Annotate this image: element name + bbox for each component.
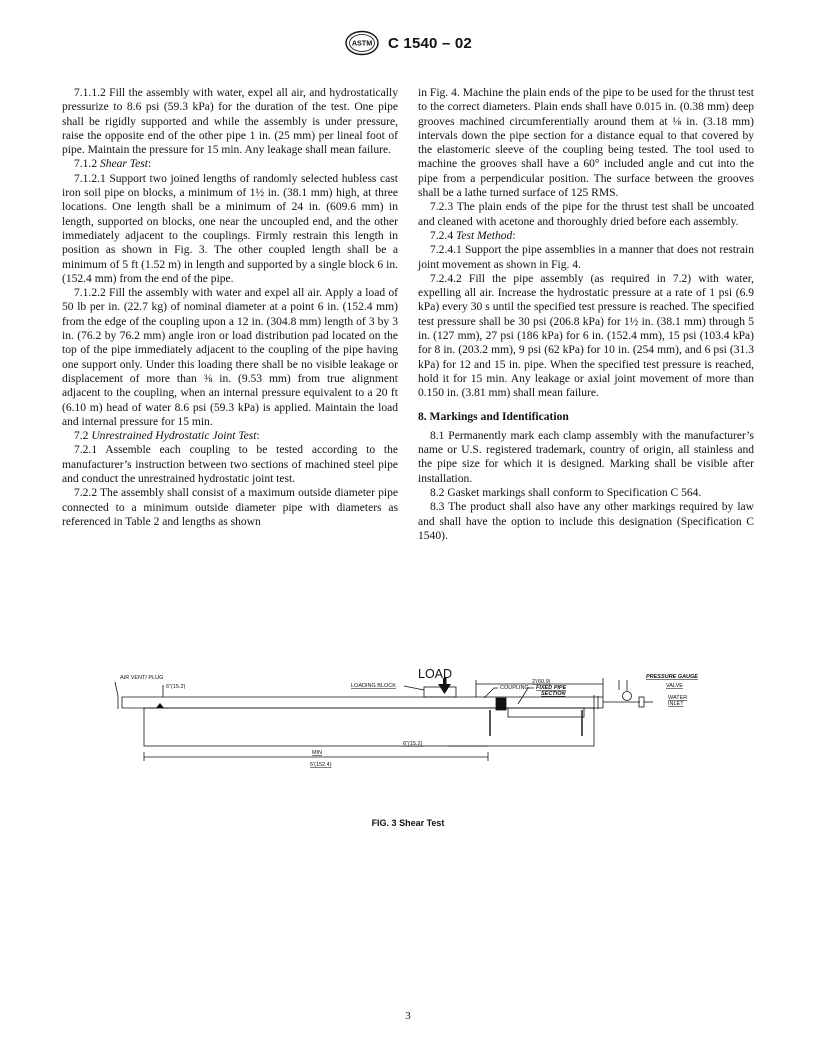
two-ft-label: 2'(60.9) <box>532 679 551 685</box>
load-label: LOAD <box>418 667 453 681</box>
loading-block <box>424 687 456 697</box>
right-text-column <box>418 86 754 543</box>
left-text-column <box>62 86 398 529</box>
water-inlet-label-2: INLET <box>668 701 684 707</box>
paragraph: in Fig. 4. Machine the plain ends of the pipe to be used for the thrust test to the correct diameters. Plain ends shall have 0.015 in. (0.38 mm) deep grooves machined circumferentially around them at ⅛ in. (3.18 mm) intervals down the pipe section for a distance equal to that covered by the elastomeric sleeve of the coupling being tested. The tool used to machine the grooves shall have a 60° included angle and cut into the pipe from a perpendicular position. The surface between the grooves shall be a lathe turned surface of 125 RMS. <box>418 87 754 200</box>
left-support-wedge <box>156 703 164 708</box>
fixed-pipe-section <box>508 708 584 717</box>
astm-logo <box>344 30 380 56</box>
pressure-gauge <box>623 692 632 701</box>
paragraph <box>62 429 398 443</box>
pressure-gauge-label: PRESSURE GAUGE <box>646 674 698 680</box>
clause-title: Shear Test <box>99 158 148 171</box>
five-ft-label: 5'(152.4) <box>310 762 332 768</box>
paragraph: 7.1.2.1 Support two joined lengths of randomly selected hubless cast iron soil pipe on blocks, a minimum of 1½ in. (38.1 mm) high, at three locations. One length shall be a minimum of 24 in. (609.6 mm) in length, supported on blocks, one near the uncoupled end, and the other immediately adjacent to the couplings. Firmly restrain this length in position as shown in Fig. 3. The other coupled length shall be a minimum of 5 ft (1.52 m) in length and supported by a single block 6 in. (152.4 mm) from the end of the pipe. <box>62 172 398 285</box>
figure-caption: FIG. 3 Shear Test <box>371 818 445 828</box>
clause-number: 7.2 <box>74 430 89 443</box>
paragraph: 8.1 Permanently mark each clamp assembly with the manufacturer’s name or U.S. registered trademark, country of origin, all stainless and the pipe size for which it is designed. Marking shall be visible after installation. <box>418 429 754 485</box>
clause-title: Test Method <box>455 229 513 242</box>
astm-logo-text: ASTM <box>351 38 373 48</box>
paragraph: 7.1.1.2 Fill the assembly with water, expel all air, and hydrostatically pressurize to 8.6 psi (59.3 kPa) for the duration of the test. One pipe shall be rigidly supported and while the assembly is under pressure, raise the opposite end of the other pipe 1 in. (25 mm) per lineal foot of pipe. Maintain the pressure for 15 min. Any leakage shall mean failure. <box>62 87 398 157</box>
document-designation: C 1540 – 02 <box>388 34 472 52</box>
min-label: MIN <box>312 750 323 756</box>
coupling <box>496 698 506 710</box>
clause-suffix: : <box>148 158 152 171</box>
paragraph: 7.2.3 The plain ends of the pipe for the thrust test shall be uncoated and cleaned with acetone and thoroughly dried before each assembly. <box>418 201 754 228</box>
paragraph <box>62 157 398 171</box>
paragraph: 7.2.4.2 Fill the pipe assembly (as required in 7.2) with water, expelling all air. Increase the hydrostatic pressure at a rate of 1 psi (6.9 kPa) every 30 s until the specified test pressure is reached. The specified test pressure shall be 30 psi (206.8 kPa) for 1½ in. (38.1 mm) through 5 in. (127 mm), 27 psi (186 kPa) for 6 in. (152.4 mm), 15 psi (103.4 kPa) for 8 in. (203.2 mm), 9 psi (62 kPa) for 10 in. (254 mm), and 6 psi (31.3 kPa) for 12 and 15 in. pipe. When the specified test pressure is reached, hold it for 15 min. Any leakage or axial joint movement of more than 0.150 in. (3.81 mm) shall mean failure. <box>418 272 754 400</box>
page-number: 3 <box>405 1010 411 1022</box>
valve-label: VALVE <box>666 683 683 689</box>
fixed-pipe-label: FIXED PIPE <box>536 685 567 691</box>
loading-block-label: LOADING BLOCK <box>351 683 396 689</box>
paragraph: 8.2 Gasket markings shall conform to Specification C 564. <box>430 487 702 500</box>
fixed-section-label: SECTION <box>541 691 566 697</box>
shear-test-diagram <box>108 660 718 810</box>
paragraph: 8.3 The product shall also have any other markings required by law and shall have the option to include this designation (Specification C 1540). <box>418 501 754 542</box>
paragraph <box>418 229 754 243</box>
section-heading: 8. Markings and Identification <box>418 410 569 423</box>
air-vent-label: AIR VENT/ PLUG <box>120 675 164 681</box>
coupling-label: COUPLING <box>500 685 529 691</box>
clause-number: 7.1.2 <box>74 158 98 171</box>
six-inch-bottom-label: 6"(15.2) <box>403 741 423 747</box>
paragraph: 7.2.2 The assembly shall consist of a maximum outside diameter pipe connected to a minimum outside diameter pipe with diameters as referenced in Table 2 and lengths as shown <box>62 487 398 528</box>
paragraph: 7.2.4.1 Support the pipe assemblies in a manner that does not restrain joint movement as shown in Fig. 4. <box>418 244 754 271</box>
clause-title: Unrestrained Hydrostatic Joint Test <box>91 430 257 443</box>
paragraph: 7.2.1 Assemble each coupling to be tested according to the manufacturer’s instruction between two sections of machined steel pipe and conduct the unrestrained hydrostatic joint test. <box>62 444 398 486</box>
paragraph: 7.1.2.2 Fill the assembly with water and expel all air. Apply a load of 50 lb per in. (22.7 kg) of nominal diameter at a point 6 in. (152.4 mm) from the edge of the coupling upon a 12 in. (304.8 mm) length of 3 by 3 in. (76.2 by 76.2 mm) angle iron or load distribution pad located on the top of the pipe immediately adjacent to the coupling of the pipe having one support only. Under this loading there shall be no visible leakage or displacement of more than ⅜ in. (9.53 mm) from true alignment adjacent to the coupling, when an internal pressure equivalent to a 20 ft (6.10 m) head of water 8.6 psi (59.3 kPa) is applied. Maintain the load and internal pressure for 15 min. <box>62 287 398 428</box>
six-inch-top-label: 6"(15.2) <box>166 684 186 690</box>
figure-shear-test <box>108 660 718 810</box>
clause-suffix: : <box>256 430 260 443</box>
base-platform <box>144 708 594 746</box>
clause-suffix: : <box>512 229 516 242</box>
clause-number: 7.2.4 <box>430 229 454 242</box>
page-header <box>0 28 816 58</box>
water-inlet-label-1: WATER <box>668 695 688 701</box>
